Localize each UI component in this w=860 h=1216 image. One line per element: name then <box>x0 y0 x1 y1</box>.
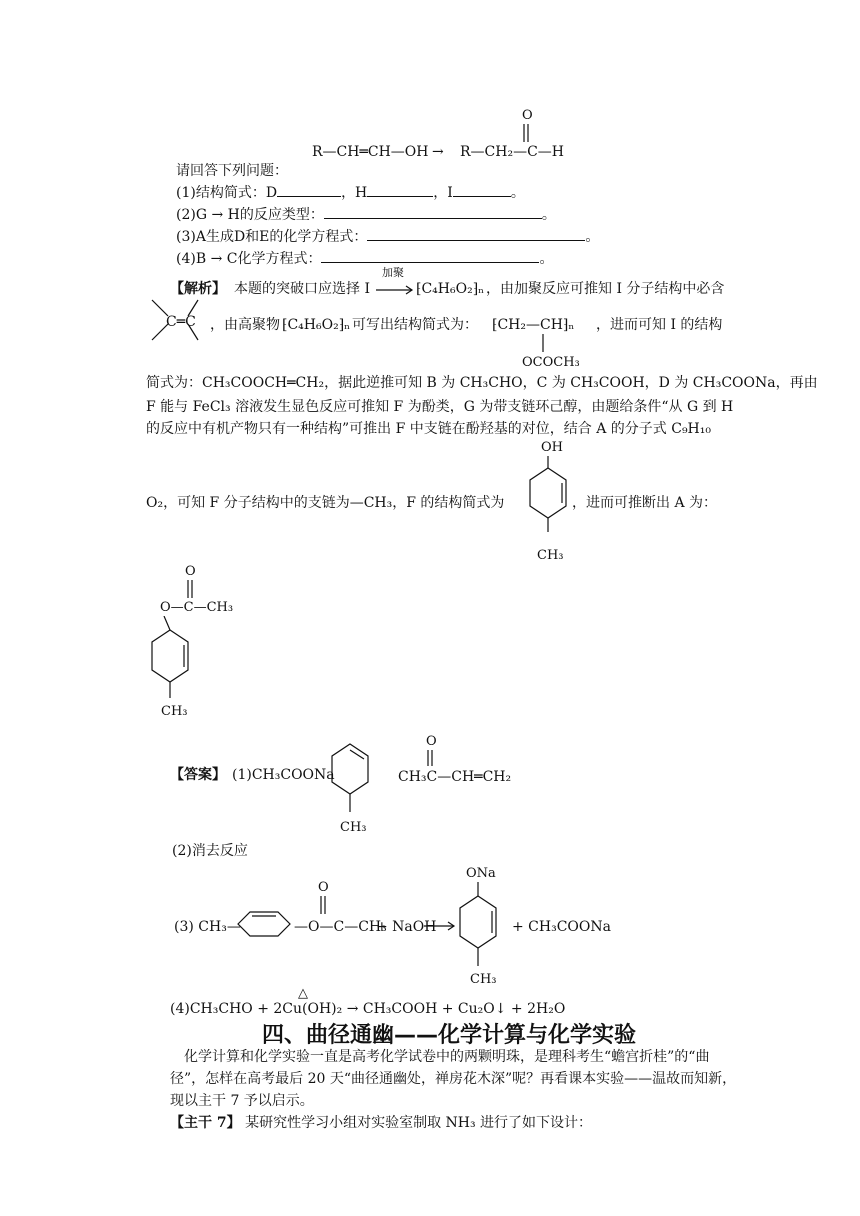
reaction-left: R—CH═CH—OH <box>312 144 429 160</box>
analysis-oh: OH <box>541 440 563 455</box>
answer-3-chain: —O—C—CH₃ <box>294 919 387 935</box>
q2-end: 。 <box>541 207 556 223</box>
a-carbonyl-bond <box>184 580 196 600</box>
analysis-line3: 简式为：CH₃COOCH═CH₂，据此逆推可知 B 为 CH₃CHO，C 为 CH₃COOH，D 为 CH₃COONa，再由 <box>146 375 818 391</box>
answer-2: (2)消去反应 <box>172 843 248 859</box>
a-ester-chain: O—C—CH₃ <box>160 600 234 615</box>
answer-3-carbonyl <box>317 896 329 916</box>
carbonyl-bond <box>520 124 532 144</box>
answer-1: (1)CH₃COONa <box>232 767 335 783</box>
answer-4: (4)CH₃CHO + 2Cu(OH)₂ → CH₃COOH + Cu₂O↓ + 2H₂O <box>170 1001 566 1017</box>
analysis-line6b: ，进而可推断出 A 为： <box>572 495 718 511</box>
q1-end: 。 <box>510 185 525 201</box>
analysis-line1a: 本题的突破口应选择 I <box>234 281 370 297</box>
answer-3-product-ring <box>456 882 500 978</box>
answer-4-heat: △ <box>298 986 308 1001</box>
analysis-f-ch3: CH₃ <box>537 548 564 563</box>
answer-ketone-o: O <box>426 734 437 749</box>
analysis-tag: 【解析】 <box>170 281 226 297</box>
q4-end: 。 <box>539 251 554 267</box>
question-3 <box>176 228 599 246</box>
analysis-line2a: ，由高聚物 <box>210 317 280 333</box>
a-benzene-ring <box>148 616 192 708</box>
answer-tag: 【答案】 <box>170 767 226 783</box>
analysis-polymer1: ⁅C₄H₆O₂⁆ₙ <box>416 281 485 297</box>
analysis-ococh3: OCOCH₃ <box>522 355 580 370</box>
answer-ring-ch3: CH₃ <box>340 820 367 835</box>
analysis-line2b: 可写出结构简式为： <box>352 317 478 333</box>
answer-3-ring <box>232 908 296 942</box>
q1-label: (1)结构简式：D <box>176 185 278 201</box>
section-p4-tag: 【主干 7】 <box>170 1115 241 1131</box>
answer-ketone: CH₃C—CH═CH₂ <box>398 769 512 785</box>
q2-label: (2)G → H的反应类型： <box>176 207 324 223</box>
answer-3-prefix: (3) CH₃— <box>174 919 241 935</box>
answer-3-plus: + NaOH <box>376 919 437 935</box>
question-1 <box>176 184 525 202</box>
q4-label: (4)B → C化学方程式： <box>176 251 322 267</box>
analysis-line5: 的反应中有机产物只有一种结构”可推出 F 中支链在酚羟基的对位，结合 A 的分子式 C₉H₁₀ <box>146 421 711 437</box>
answer-3-o: O <box>318 880 329 895</box>
question-2 <box>176 206 556 224</box>
reaction-arrow: → <box>432 144 444 160</box>
answer-3-arrow <box>424 920 458 932</box>
q1-h: ，H <box>341 185 368 201</box>
section-p4-text: 某研究性学习小组对实验室制取 NH₃ 进行了如下设计： <box>245 1115 593 1131</box>
section-title: 四、曲径通幽——化学计算与化学实验 <box>262 1023 637 1048</box>
f-benzene-ring <box>526 456 570 546</box>
analysis-line2c: ，进而可知 I 的结构 <box>596 317 723 333</box>
analysis-line4: F 能与 FeCl₃ 溶液发生显色反应可推知 F 为酚类，G 为带支链环己醇，由题给条件“从 G 到 H <box>146 399 734 415</box>
analysis-arrow <box>376 284 416 296</box>
answer-ring <box>328 740 372 824</box>
section-p4 <box>170 1114 592 1132</box>
answer-3-product: + CH₃COONa <box>512 919 611 935</box>
analysis-polymer2: ⁅C₄H₆O₂⁆ₙ <box>282 317 351 333</box>
answer-3-ona: ONa <box>466 866 496 881</box>
analysis-line1b: ，由加聚反应可推知 I 分子结构中必含 <box>486 281 725 297</box>
analysis-poly-struct: ⁅CH₂—CH⁆ₙ <box>492 317 575 333</box>
answer-3-ch3: CH₃ <box>470 972 497 987</box>
q3-end: 。 <box>585 229 600 245</box>
intro: 请回答下列问题： <box>176 163 288 179</box>
answer-ketone-bond <box>424 750 436 768</box>
reaction-carbonyl-o: O <box>522 108 533 123</box>
reaction-right: R—CH₂—C—H <box>460 144 564 160</box>
a-carbonyl-o: O <box>185 564 196 579</box>
a-ch3: CH₃ <box>161 704 188 719</box>
q3-label: (3)A生成D和E的化学方程式： <box>176 229 368 245</box>
question-4 <box>176 250 553 268</box>
analysis-arrow-label: 加聚 <box>382 266 404 279</box>
analysis-line6a: O₂，可知 F 分子结构中的支链为—CH₃，F 的结构简式为 <box>146 495 505 511</box>
poly-branch-bond <box>540 334 546 354</box>
section-p3: 现以主干 7 予以启示。 <box>170 1093 314 1109</box>
section-p2: 径”，怎样在高考最后 20 天“曲径通幽处，禅房花木深”呢？再看课本实验——温故而知新， <box>170 1071 737 1087</box>
section-p1: 化学计算和化学实验一直是高考化学试卷中的两颗明珠，是理科考生“蟾宫折桂”的“曲 <box>184 1049 710 1065</box>
q1-i: ，I <box>433 185 453 201</box>
analysis-cc: C═C <box>166 314 196 330</box>
